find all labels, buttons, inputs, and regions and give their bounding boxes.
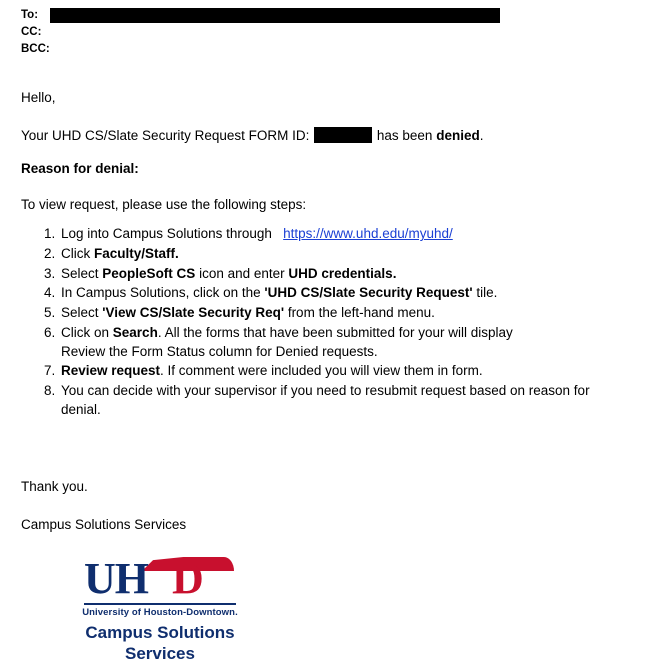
uhd-logo-mark bbox=[84, 556, 236, 602]
uhd-logo bbox=[50, 556, 270, 664]
step-3-mid: icon and enter bbox=[199, 266, 285, 281]
step-item-6 bbox=[59, 323, 631, 361]
email-header-fields bbox=[21, 7, 621, 58]
myuhd-link[interactable]: https://www.uhd.edu/myuhd/ bbox=[283, 226, 453, 241]
step-item-3 bbox=[59, 264, 631, 283]
denial-notice-middle: has been bbox=[377, 128, 433, 143]
denial-notice bbox=[21, 126, 631, 146]
step-item-5 bbox=[59, 303, 631, 322]
step-7-bold-review-request: Review request bbox=[61, 363, 160, 378]
step-4-post: tile. bbox=[476, 285, 497, 300]
step-5-text: Select bbox=[61, 305, 99, 320]
step-2-text: Click bbox=[61, 246, 90, 261]
step-item-8 bbox=[59, 381, 631, 419]
steps-intro-text: To view request, please use the following steps: bbox=[21, 195, 631, 215]
step-2-bold: Faculty/Staff. bbox=[94, 246, 179, 261]
denial-notice-prefix: Your UHD CS/Slate Security Request FORM ID: bbox=[21, 128, 309, 143]
logo-unit-name bbox=[50, 622, 270, 664]
reason-for-denial-heading: Reason for denial: bbox=[21, 159, 631, 179]
step-4-bold-tile-name: 'UHD CS/Slate Security Request' bbox=[264, 285, 472, 300]
logo-university-name: University of Houston-Downtown. bbox=[50, 607, 270, 618]
step-6-bold-search: Search bbox=[113, 325, 158, 340]
step-item-4 bbox=[59, 283, 631, 302]
step-3-bold-peoplesoft: PeopleSoft CS bbox=[102, 266, 195, 281]
department-signature: Campus Solutions Services bbox=[21, 515, 631, 535]
to-label: To: bbox=[21, 7, 50, 23]
closing-block bbox=[21, 477, 631, 534]
step-6-extra-line: Review the Form Status column for Denied requests. bbox=[61, 342, 631, 361]
step-7-post: . If comment were included you will view them in form. bbox=[160, 363, 483, 378]
instruction-steps-list bbox=[21, 224, 631, 419]
email-header-bcc bbox=[21, 41, 621, 57]
step-5-post: from the left-hand menu. bbox=[288, 305, 435, 320]
step-item-7 bbox=[59, 361, 631, 380]
logo-uh-letters: UH bbox=[84, 556, 148, 602]
form-id-redaction-bar bbox=[314, 127, 372, 143]
step-item-2 bbox=[59, 244, 631, 263]
logo-unit-line-2: Services bbox=[50, 643, 270, 664]
greeting-text: Hello, bbox=[21, 88, 631, 108]
denial-status-word: denied bbox=[436, 128, 480, 143]
step-8-text: You can decide with your supervisor if you need to resubmit request based on reason for denial. bbox=[61, 383, 590, 417]
message-content bbox=[21, 88, 631, 534]
email-header-cc bbox=[21, 24, 621, 40]
logo-d-letter: D bbox=[172, 556, 204, 602]
email-header-to bbox=[21, 7, 621, 23]
step-6-text: Click on bbox=[61, 325, 109, 340]
step-item-1 bbox=[59, 224, 631, 243]
bcc-label: BCC: bbox=[21, 41, 50, 57]
cc-label: CC: bbox=[21, 24, 50, 40]
step-5-bold-menu-name: 'View CS/Slate Security Req' bbox=[102, 305, 284, 320]
step-3-text: Select bbox=[61, 266, 99, 281]
denial-notice-end: . bbox=[480, 128, 484, 143]
to-redaction-bar bbox=[50, 8, 500, 23]
step-3-bold-credentials: UHD credentials. bbox=[288, 266, 396, 281]
logo-divider bbox=[84, 603, 236, 605]
step-6-post: . All the forms that have been submitted for your will display bbox=[158, 325, 513, 340]
step-4-text: In Campus Solutions, click on the bbox=[61, 285, 261, 300]
step-1-text: Log into Campus Solutions through bbox=[61, 226, 272, 241]
thank-you-text: Thank you. bbox=[21, 477, 631, 497]
logo-unit-line-1: Campus Solutions bbox=[50, 622, 270, 643]
